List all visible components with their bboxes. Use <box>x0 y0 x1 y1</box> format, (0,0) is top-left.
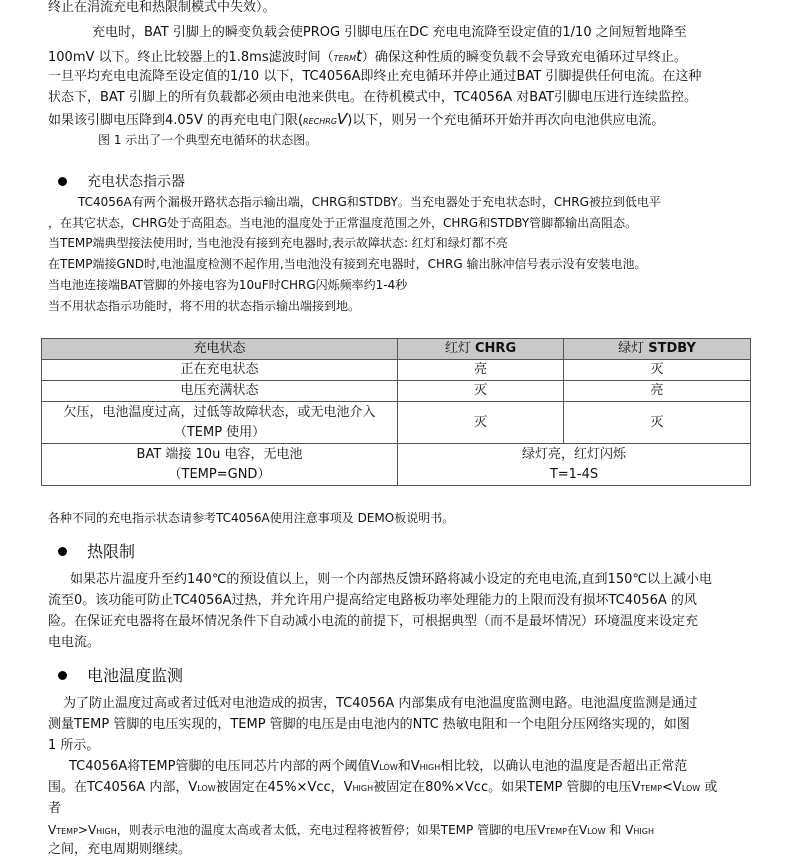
text-run: 在V <box>566 823 588 837</box>
text-run: 被固定在45%×Vcc，V <box>215 780 353 795</box>
header-red-chrg <box>398 339 564 360</box>
header-green-pin: STDBY <box>648 341 696 356</box>
paragraph-line <box>48 778 717 799</box>
paragraph-line: 者 <box>48 801 62 816</box>
paragraph-line: 在TEMP端接GND时,电池温度检测不起作用,当电池没有接到充电器时，CHRG 输出脉冲信号表示没有安装电池。 <box>48 257 647 271</box>
table-row <box>42 444 751 486</box>
cell-red: 亮 <box>398 360 564 381</box>
paragraph-line: 当不用状态指示功能时，将不用的状态指示输出端接到地。 <box>48 299 361 313</box>
cell-red: 灭 <box>398 402 564 444</box>
paragraph-line: 1 所示。 <box>48 738 100 753</box>
cell-merged <box>398 444 751 486</box>
paragraph-line: 之间，充电周期则继续。 <box>48 842 192 857</box>
paragraph-line: 终止在涓流充电和热限制模式中失效）。 <box>48 0 276 15</box>
paragraph-line: 电电流。 <box>48 635 101 650</box>
header-green-stdby <box>564 339 751 360</box>
figure-reference: 图 1 示出了一个典型充电循环的状态图。 <box>98 133 318 147</box>
text-run: 被固定在80%×Vcc。如果TEMP 管脚的电压V <box>373 780 641 795</box>
text-run: 相比较，以确认电池的温度是否超出正常范 <box>440 759 688 774</box>
cell-merged-line: 绿灯亮，红灯闪烁 <box>521 446 626 462</box>
text-run: 或 <box>700 780 718 795</box>
subscript-low: LOW <box>681 784 701 793</box>
text-run: 100mV 以下。终止比较器上的1.8ms滤波时间（ <box>48 50 334 65</box>
cell-green: 灭 <box>564 360 751 381</box>
subscript-high: HIGH <box>419 763 441 772</box>
bullet-icon <box>58 547 67 556</box>
cell-state-line: BAT 端接 10u 电容，无电池 <box>136 446 303 462</box>
table-header-row <box>42 339 751 360</box>
text-run: 和 V <box>605 823 634 837</box>
heading-text: 充电状态指示器 <box>87 174 185 190</box>
text-run: )以下，则另一个充电循环开始并再次向电池供应电流。 <box>347 113 665 128</box>
cell-state-line: （TEMP=GND） <box>168 466 271 482</box>
symbol-t: t <box>356 47 362 65</box>
subscript-high: HIGH <box>633 827 654 836</box>
header-red-pin: CHRG <box>475 341 517 356</box>
text-run: 围。在TC4056A 内部，V <box>48 780 198 795</box>
subscript-temp: TEMP <box>545 827 567 836</box>
table-row <box>42 402 751 444</box>
subscript-temp: TEMP <box>640 784 663 793</box>
paragraph-line <box>69 757 687 778</box>
header-red-label: 红灯 <box>444 341 476 356</box>
table-row <box>42 381 751 402</box>
paragraph-line: 如果芯片温度升至约140℃的预设值以上，则一个内部热反馈环路将减小设定的充电电流,直到150℃以上减小电 <box>70 572 712 587</box>
cell-state: 正在充电状态 <box>42 360 398 381</box>
paragraph-line <box>48 820 654 842</box>
paragraph-line: 险。在保证充电器将在最坏情况条件下自动减小电流的前提下，可根据典型（而不是最坏情况）环境温度来设定充 <box>48 614 699 629</box>
subscript-low: LOW <box>379 763 398 772</box>
heading-text: 热限制 <box>87 542 136 561</box>
paragraph-line: TC4056A有两个漏极开路状态指示输出端，CHRG和STDBY。当充电器处于充电状态时，CHRG被拉到低电平 <box>78 195 661 209</box>
subscript-low: LOW <box>197 784 216 793</box>
heading-text: 电池温度监测 <box>87 666 184 685</box>
paragraph-line <box>48 46 687 69</box>
text-run: 和V <box>397 759 420 774</box>
cell-state-line: 欠压，电池温度过高，过低等故障状态，或无电池介入 <box>63 404 376 420</box>
subscript-high: HIGH <box>96 827 117 836</box>
paragraph-line: 状态下，BAT 引脚上的所有负载都必须由电池来供电。在待机模式中，TC4056A 对BAT引脚电压进行连续监控。 <box>48 90 697 105</box>
table-note: 各种不同的充电指示状态请参考TC4056A使用注意事项及 DEMO板说明书。 <box>48 511 455 525</box>
text-run: TC4056A将TEMP管脚的电压同芯片内部的两个阈值V <box>69 759 380 774</box>
paragraph-line: ，在其它状态，CHRG处于高阻态。当电池的温度处于正常温度范围之外，CHRG和STDBY管脚都输出高阻态。 <box>48 216 638 230</box>
cell-state-line: （TEMP 使用） <box>173 424 266 440</box>
header-state: 充电状态 <box>42 339 398 360</box>
cell-state: 电压充满状态 <box>42 381 398 402</box>
paragraph-line: 流至0。该功能可防止TC4056A过热，并允许用户提高给定电路板功率处理能力的上限而没有损坏TC4056A 的风 <box>48 593 697 608</box>
subscript-rechrg: RECHRG <box>303 117 338 126</box>
cell-green: 灭 <box>564 402 751 444</box>
cell-red: 灭 <box>398 381 564 402</box>
charge-status-table <box>41 338 751 486</box>
cell-state <box>42 444 398 486</box>
paragraph-line: 为了防止温度过高或者过低对电池造成的损害，TC4056A 内部集成有电池温度监测电路。电池温度监测是通过 <box>63 696 698 711</box>
cell-merged-line: T=1-4S <box>549 466 599 482</box>
cell-green: 亮 <box>564 381 751 402</box>
symbol-v: V <box>337 110 348 128</box>
section-heading-status <box>58 171 185 191</box>
text-run: ，则表示电池的温度太高或者太低，充电过程将被暂停；如果TEMP 管脚的电压V <box>116 823 546 837</box>
section-heading-battery-temp <box>58 663 183 686</box>
text-run: <V <box>662 780 682 795</box>
paragraph-line: 当电池连接端BAT管脚的外接电容为10uF时CHRG闪烁频率约1-4秒 <box>48 278 408 292</box>
subscript-high: HIGH <box>352 784 374 793</box>
bullet-icon <box>58 671 67 680</box>
paragraph-line: 测量TEMP 管脚的电压实现的，TEMP 管脚的电压是由电池内的NTC 热敏电阻和一个电阻分压网络实现的，如图 <box>48 717 690 732</box>
paragraph-line <box>48 109 664 132</box>
cell-state <box>42 402 398 444</box>
subscript-temp: TEMP <box>56 827 78 836</box>
text-run: V <box>48 823 57 837</box>
table-row <box>42 360 751 381</box>
bullet-icon <box>58 177 67 186</box>
paragraph-line: 当TEMP端典型接法使用时, 当电池没有接到充电器时,表示故障状态: 红灯和绿灯都不亮 <box>48 236 508 250</box>
text-run: 如果该引脚电压降到4.05V 的再充电电门限( <box>48 113 304 128</box>
header-green-label: 绿灯 <box>618 341 649 356</box>
section-heading-thermal <box>58 539 135 562</box>
text-run: >V <box>77 823 97 837</box>
paragraph-line: 一旦平均充电电流降至设定值的1/10 以下，TC4056A即终止充电循环并停止通过BAT 引脚提供任何电流。在这种 <box>48 69 702 84</box>
subscript-low: LOW <box>587 827 606 836</box>
subscript-term: TERM <box>333 54 357 63</box>
text-run: ）确保这种性质的瞬变负载不会导致充电循环过早终止。 <box>361 50 687 65</box>
paragraph-line: 充电时，BAT 引脚上的瞬变负载会使PROG 引脚电压在DC 充电电流降至设定值的1/10 之间短暂地降至 <box>92 25 687 40</box>
